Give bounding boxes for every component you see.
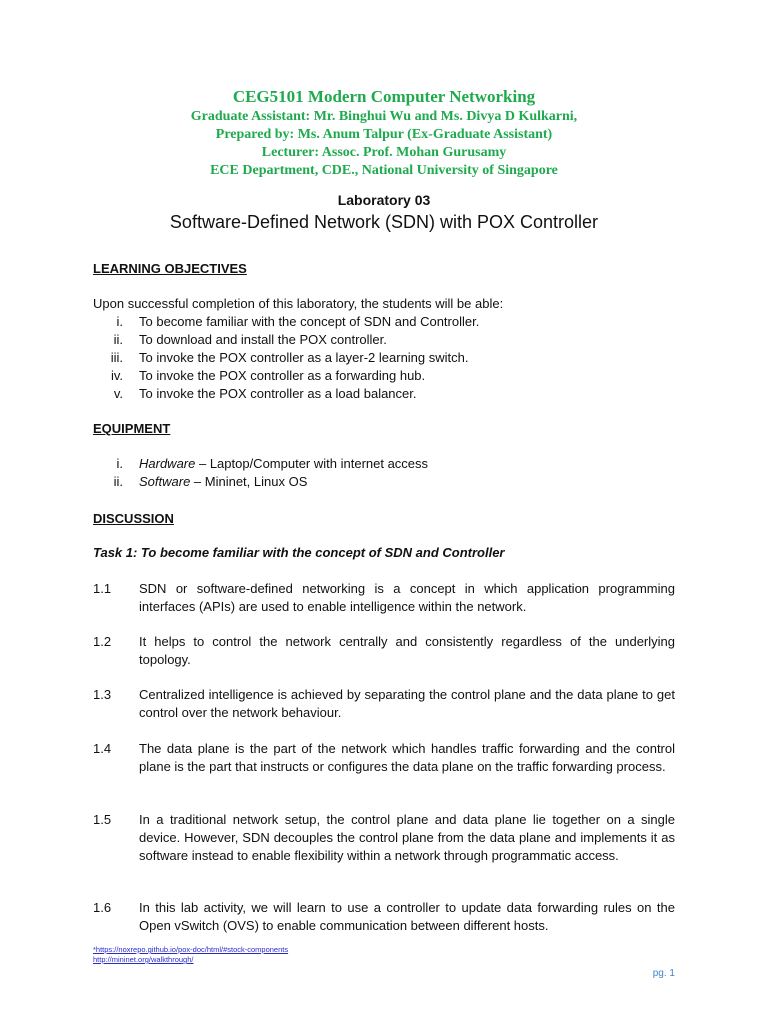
lab-title: Software-Defined Network (SDN) with POX Controller xyxy=(169,212,599,232)
document-header xyxy=(0,86,768,180)
equipment-heading: EQUIPMENT xyxy=(93,421,171,436)
lecturer: Lecturer: Assoc. Prof. Mohan Gurusamy xyxy=(261,145,507,160)
course-title: CEG5101 Modern Computer Networking xyxy=(232,87,536,106)
task-1-title: Task 1: To become familiar with the concept of SDN and Controller xyxy=(93,545,505,560)
discussion-item-1-6: 1.6 In this lab activity, we will learn to use a controller to update data forwarding rules on the Open vSwitch (OVS) to enable communication between different hosts. xyxy=(93,900,675,933)
discussion-item-1-2: 1.2 It helps to control the network centrally and consistently regardless of the underlying topology. xyxy=(93,634,675,667)
page-number: pg. 1 xyxy=(652,968,675,979)
discussion-item-1-5: 1.5 In a traditional network setup, the control plane and data plane lie together on a single device. However, SDN decouples the control plane from the data plane and implements it as software instead to enable flexibility within a network through programmatic access. xyxy=(93,812,675,863)
prepared-by: Prepared by: Ms. Anum Talpur (Ex-Graduate Assistant) xyxy=(215,127,553,142)
graduate-assistant: Graduate Assistant: Mr. Binghui Wu and Ms. Divya D Kulkarni, xyxy=(190,109,578,124)
footnote-link-pox-doc[interactable]: *https://noxrepo.github.io/pox-doc/html/#stock-components xyxy=(93,945,289,954)
discussion-heading: DISCUSSION xyxy=(93,511,174,526)
objectives-intro: Upon successful completion of this laboratory, the students will be able: xyxy=(93,296,504,311)
lab-number: Laboratory 03 xyxy=(337,192,431,208)
learning-objectives-heading: LEARNING OBJECTIVES xyxy=(93,261,247,276)
document-page: CEG5101 Modern Computer Networking Graduate Assistant: Mr. Binghui Wu and Ms. Divya D Kulkarni, Prepared by: Ms. Anum Talpur (Ex-Graduate Assistant) Lecturer: Assoc. Prof. Mohan Gurusamy ECE Department, CDE., National University of Singapore Laboratory 03 Software-Defined Network (SDN) with POX Controller LEARNING OBJECTIVES Upon successful completion of this laboratory, the students will be able: i. To become familiar with the concept of SDN and Controller. ii. To download and install the POX controller. iii. To invoke the POX controller as a layer-2 learning switch. iv. To invoke the POX controller as a forwarding hub. v. To invoke the POX controller as a load balancer. EQUIPMENT i. Hardware – Laptop/Computer with internet access ii. Software – Mininet, Linux OS DISCUSSION Task 1: To become familiar with the concept of SDN and Controller 1.1 SDN or software-defined networking is a concept in which application programming interfaces (APIs) are used to enable intelligence within the network. 1.2 It helps to control the network centrally and consistently regardless of the underlying topology. 1.3 Centralized intelligence is achieved by separating the control plane and the data plane to get control over the network behaviour. 1.4 The data plane is the part of the network which handles traffic forwarding and the control plane is the part that instructs or configures the data plane on the traffic forwarding process. 1.5 In a traditional network setup, the control plane and data plane lie together on a single device. However, SDN decouples the control plane from the data plane and implements it as software instead to enable flexibility within a network through programmatic access. 1.6 In this lab activity, we will learn to use a controller to update data forwarding rules on the Open vSwitch (OVS) to enable communication between different hosts. *https://noxrepo.github.io/pox-doc/html/#stock-components http://mininet.org/walkthrough/ pg. 1 xyxy=(0,0,768,1024)
department: ECE Department, CDE., National University of Singapore xyxy=(210,163,558,178)
discussion-item-1-4: 1.4 The data plane is the part of the network which handles traffic forwarding and the control plane is the part that instructs or configures the data plane on the traffic forwarding process. xyxy=(93,741,675,774)
discussion-item-1-3: 1.3 Centralized intelligence is achieved by separating the control plane and the data plane to get control over the network behaviour. xyxy=(93,687,675,720)
footnotes xyxy=(93,945,288,965)
discussion-item-1-1: 1.1 SDN or software-defined networking is a concept in which application programming interfaces (APIs) are used to enable intelligence within the network. xyxy=(93,581,675,614)
footnote-link-mininet[interactable]: http://mininet.org/walkthrough/ xyxy=(93,955,194,964)
